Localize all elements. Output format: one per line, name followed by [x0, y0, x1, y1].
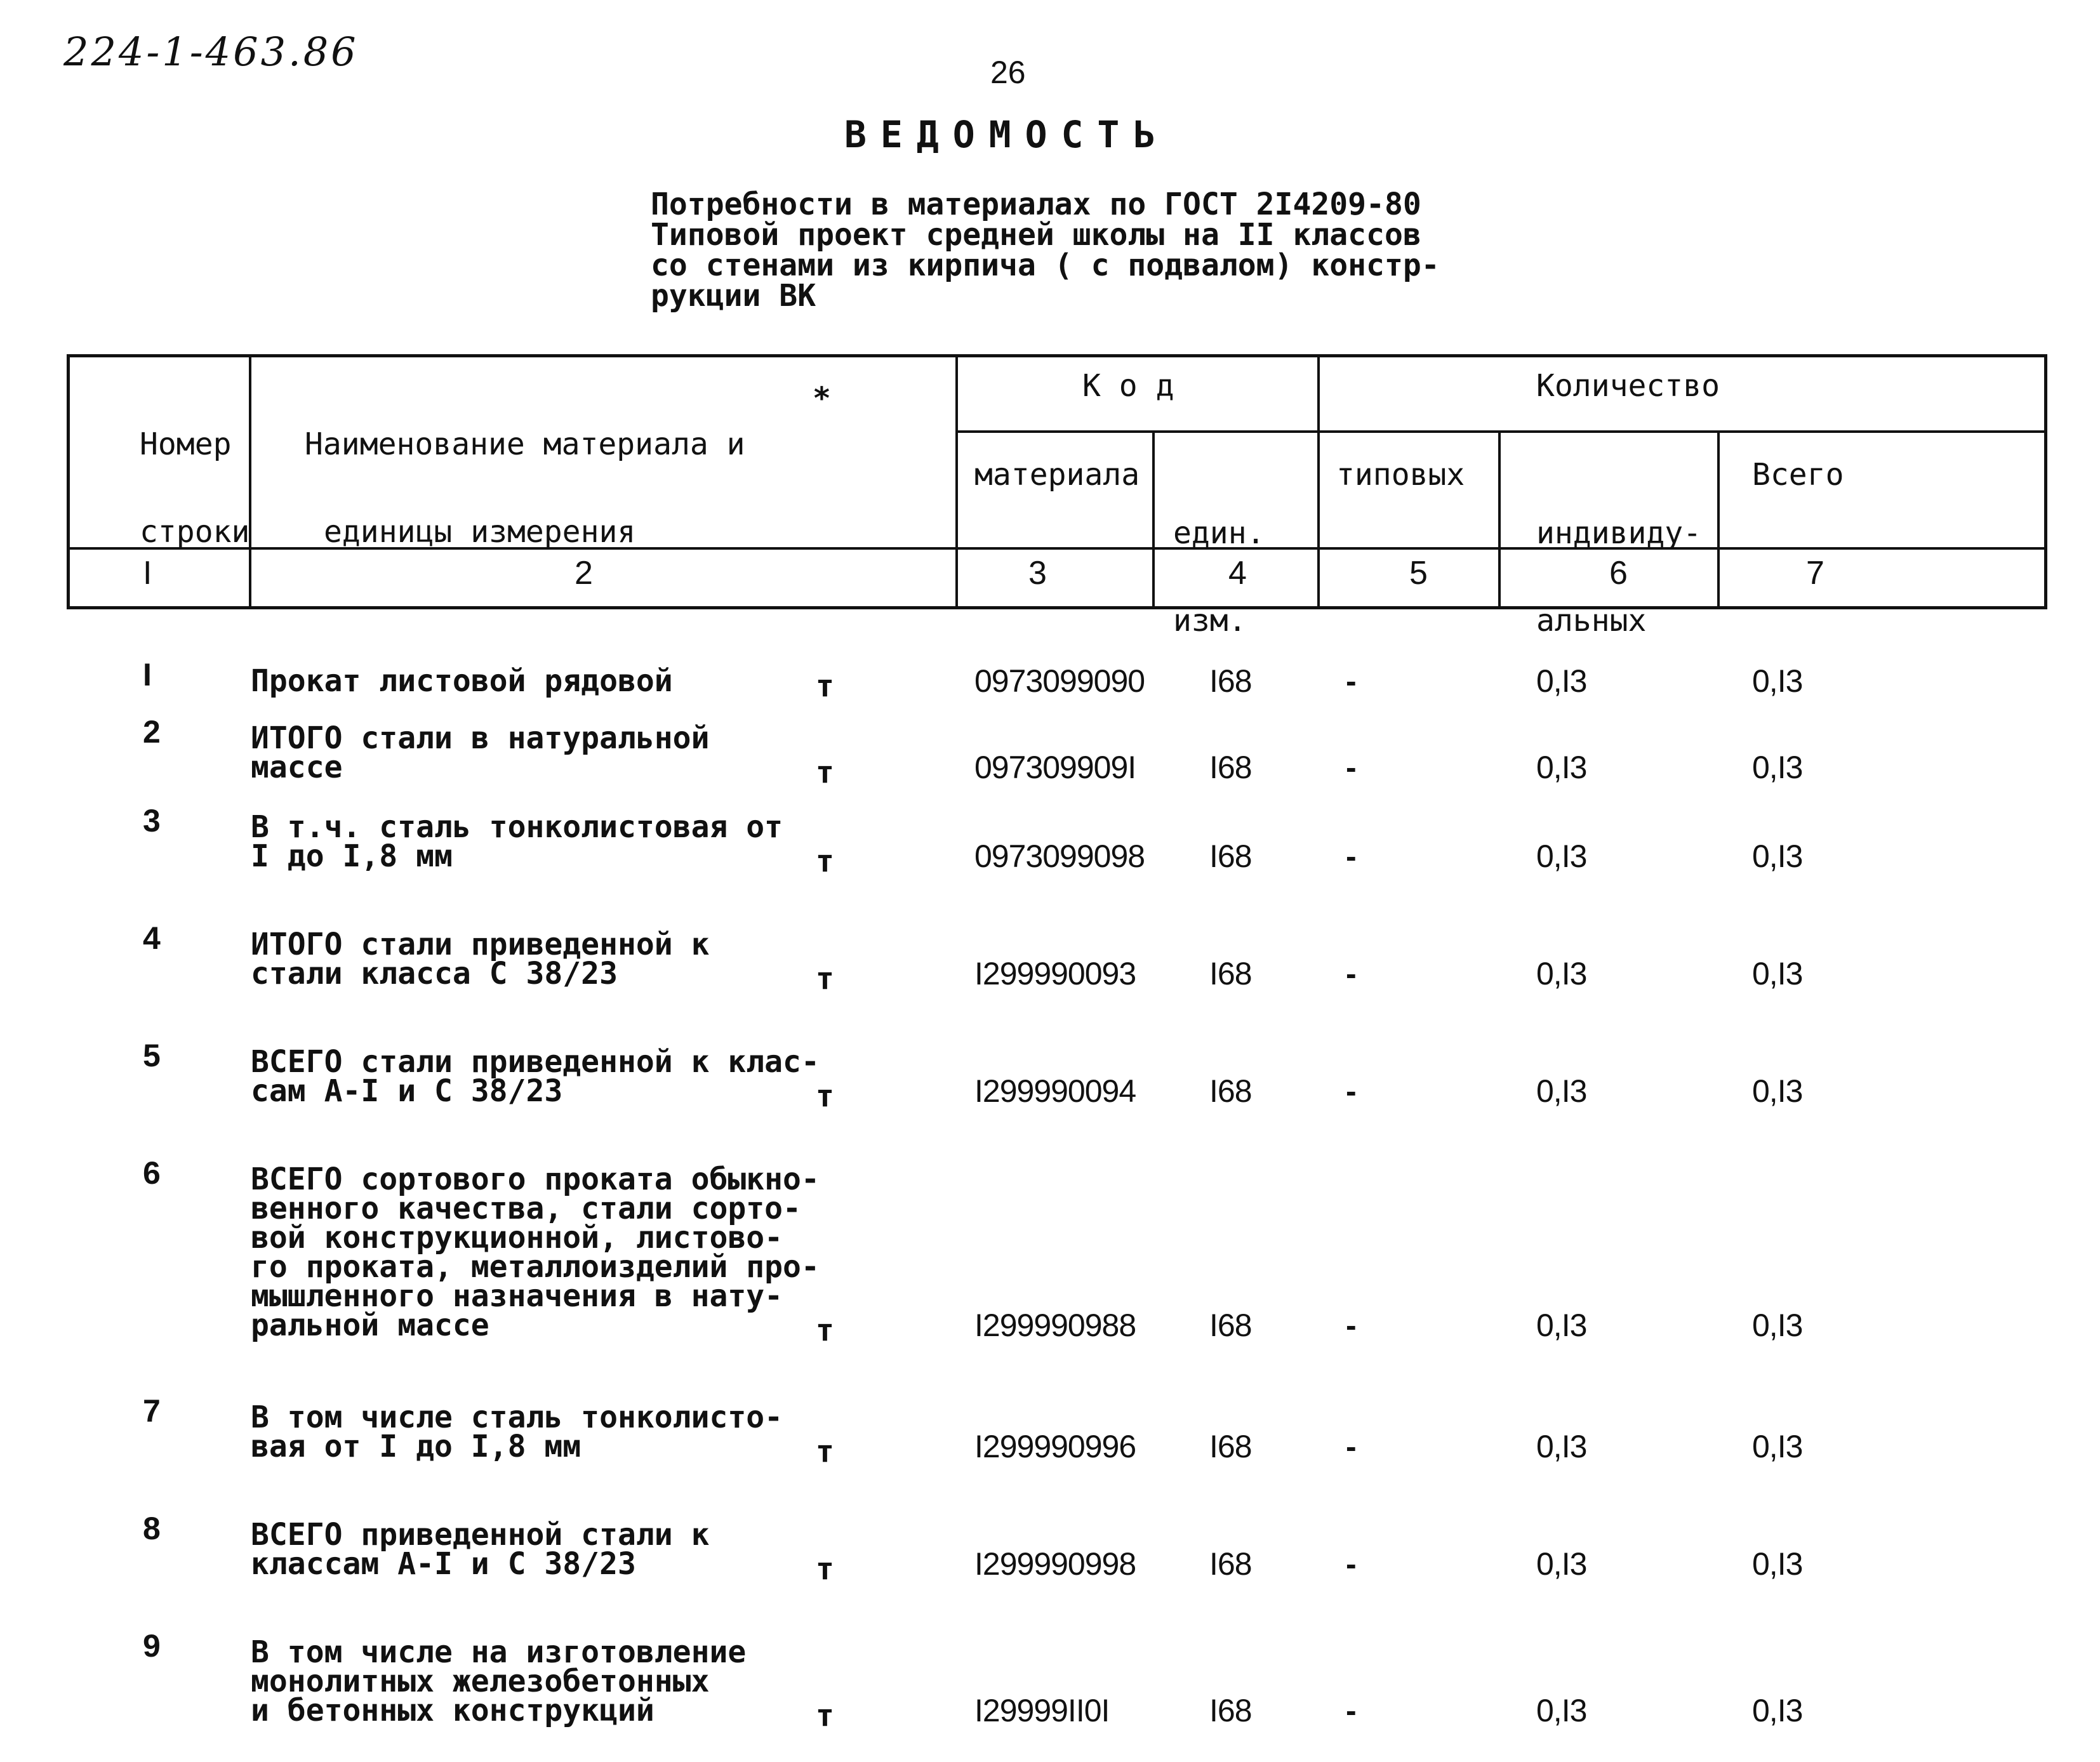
subtitle-line: Типовой проект средней школы на II классов — [651, 217, 1421, 253]
unit-of-measure: т — [816, 844, 834, 879]
material-name-line: сам А-I и С 38/23 — [251, 1073, 563, 1109]
unit-code: I68 — [1209, 1693, 1252, 1728]
qty-typical: - — [1346, 750, 1357, 785]
page-number: 26 — [990, 55, 1026, 90]
header-quantity-group: Количество — [1536, 368, 1720, 404]
unit-code: I68 — [1209, 1546, 1252, 1582]
material-name-line: го проката, металлоизделий про- — [251, 1249, 820, 1285]
subtitle-line: Потребности в материалах по ГОСТ 2I4209-80 — [651, 187, 1421, 222]
material-name-line: и бетонных конструкций — [251, 1693, 655, 1728]
row-number: 2 — [143, 714, 161, 750]
material-code: 097309909I — [974, 750, 1136, 785]
qty-total: 0,I3 — [1752, 838, 1803, 874]
unit-code: I68 — [1209, 1073, 1252, 1109]
qty-total: 0,I3 — [1752, 1693, 1803, 1728]
qty-individual: 0,I3 — [1536, 1073, 1587, 1109]
unit-of-measure: т — [816, 1313, 834, 1348]
document-title: ВЕДОМОСТЬ — [844, 113, 1170, 156]
qty-individual: 0,I3 — [1536, 1693, 1587, 1728]
unit-of-measure: т — [816, 668, 834, 704]
row-number: 4 — [143, 920, 161, 956]
qty-individual: 0,I3 — [1536, 1429, 1587, 1464]
column-number: 2 — [575, 555, 593, 592]
qty-individual: 0,I3 — [1536, 956, 1587, 991]
header-name: Наименование материала и единицы измерения — [305, 427, 745, 550]
row-number: 8 — [143, 1511, 161, 1546]
material-name-line: мышленного назначения в нату- — [251, 1278, 783, 1314]
unit-code: I68 — [1209, 956, 1252, 991]
qty-typical: - — [1346, 663, 1357, 699]
qty-total: 0,I3 — [1752, 1073, 1803, 1109]
material-code: I299990093 — [974, 956, 1136, 991]
material-name-line: I до I,8 мм — [251, 838, 453, 874]
header-code-material: материала — [974, 457, 1140, 493]
column-number: 5 — [1409, 555, 1428, 592]
header-row-number: Номер строки — [140, 427, 250, 550]
qty-total: 0,I3 — [1752, 750, 1803, 785]
qty-individual: 0,I3 — [1536, 1546, 1587, 1582]
material-name-line: ИТОГО стали приведенной к — [251, 927, 710, 962]
unit-of-measure: т — [816, 1434, 834, 1469]
header-star: * — [813, 381, 831, 416]
row-number: 9 — [143, 1628, 161, 1664]
column-number: 4 — [1228, 555, 1247, 592]
column-number: 6 — [1609, 555, 1628, 592]
material-code: 0973099090 — [974, 663, 1145, 699]
material-code: I29999II0I — [974, 1693, 1110, 1728]
header-code-group: К о д — [1082, 368, 1174, 404]
row-number: 3 — [143, 803, 161, 838]
unit-code: I68 — [1209, 1308, 1252, 1343]
qty-total: 0,I3 — [1752, 663, 1803, 699]
qty-typical: - — [1346, 1429, 1357, 1464]
qty-typical: - — [1346, 1546, 1357, 1582]
material-name-line: венного качества, стали сорто- — [251, 1191, 801, 1226]
row-number: 5 — [143, 1038, 161, 1073]
material-code: 0973099098 — [974, 838, 1145, 874]
unit-code: I68 — [1209, 663, 1252, 699]
material-name-line: вая от I до I,8 мм — [251, 1429, 581, 1464]
row-number: I — [143, 657, 152, 692]
unit-of-measure: т — [816, 961, 834, 997]
header-code-unit: един. изм. — [1173, 515, 1265, 639]
qty-individual: 0,I3 — [1536, 663, 1587, 699]
row-number: 6 — [143, 1155, 161, 1191]
column-number: 3 — [1028, 555, 1047, 592]
unit-code: I68 — [1209, 1429, 1252, 1464]
material-name-line: ральной массе — [251, 1308, 489, 1343]
header-qty-total: Всего — [1752, 457, 1844, 493]
material-name-line: вой конструкционной, листово- — [251, 1220, 783, 1255]
qty-individual: 0,I3 — [1536, 1308, 1587, 1343]
subtitle-line: рукции ВК — [651, 278, 816, 314]
unit-of-measure: т — [816, 755, 834, 790]
document-code-handwritten: 224-1-463.86 — [63, 29, 359, 75]
material-name-line: ВСЕГО приведенной стали к — [251, 1517, 710, 1553]
material-name-line: В том числе сталь тонколисто- — [251, 1400, 783, 1435]
unit-of-measure: т — [816, 1078, 834, 1114]
material-name-line: ВСЕГО сортового проката обыкно- — [251, 1162, 820, 1197]
qty-total: 0,I3 — [1752, 956, 1803, 991]
material-name-line: ИТОГО стали в натуральной — [251, 720, 710, 756]
document-subtitle — [651, 187, 1440, 314]
material-name-line: ВСЕГО стали приведенной к клас- — [251, 1044, 820, 1080]
column-number: I — [143, 555, 152, 592]
header-qty-typical: типовых — [1336, 457, 1465, 493]
material-name-line: Прокат листовой рядовой — [251, 663, 673, 699]
qty-typical: - — [1346, 1693, 1357, 1728]
qty-typical: - — [1346, 1073, 1357, 1109]
material-name-line: массе — [251, 750, 343, 785]
material-code: I299990998 — [974, 1546, 1136, 1582]
qty-individual: 0,I3 — [1536, 838, 1587, 874]
unit-of-measure: т — [816, 1698, 834, 1733]
unit-code: I68 — [1209, 838, 1252, 874]
unit-of-measure: т — [816, 1551, 834, 1587]
material-name-line: В том числе на изготовление — [251, 1634, 747, 1670]
material-code: I299990094 — [974, 1073, 1136, 1109]
material-code: I299990996 — [974, 1429, 1136, 1464]
qty-typical: - — [1346, 1308, 1357, 1343]
qty-total: 0,I3 — [1752, 1429, 1803, 1464]
qty-total: 0,I3 — [1752, 1546, 1803, 1582]
material-name-line: В т.ч. сталь тонколистовая от — [251, 809, 783, 845]
material-name-line: классам А-I и С 38/23 — [251, 1546, 636, 1582]
qty-total: 0,I3 — [1752, 1308, 1803, 1343]
qty-typical: - — [1346, 838, 1357, 874]
material-name-line: монолитных железобетонных — [251, 1664, 710, 1699]
column-number: 7 — [1806, 555, 1824, 592]
header-qty-individual: индивиду- альных — [1536, 515, 1702, 639]
row-number: 7 — [143, 1393, 161, 1429]
material-name-line: стали класса С 38/23 — [251, 956, 618, 991]
qty-individual: 0,I3 — [1536, 750, 1587, 785]
unit-code: I68 — [1209, 750, 1252, 785]
subtitle-line: со стенами из кирпича ( с подвалом) констр- — [651, 248, 1440, 283]
qty-typical: - — [1346, 956, 1357, 991]
material-code: I299990988 — [974, 1308, 1136, 1343]
